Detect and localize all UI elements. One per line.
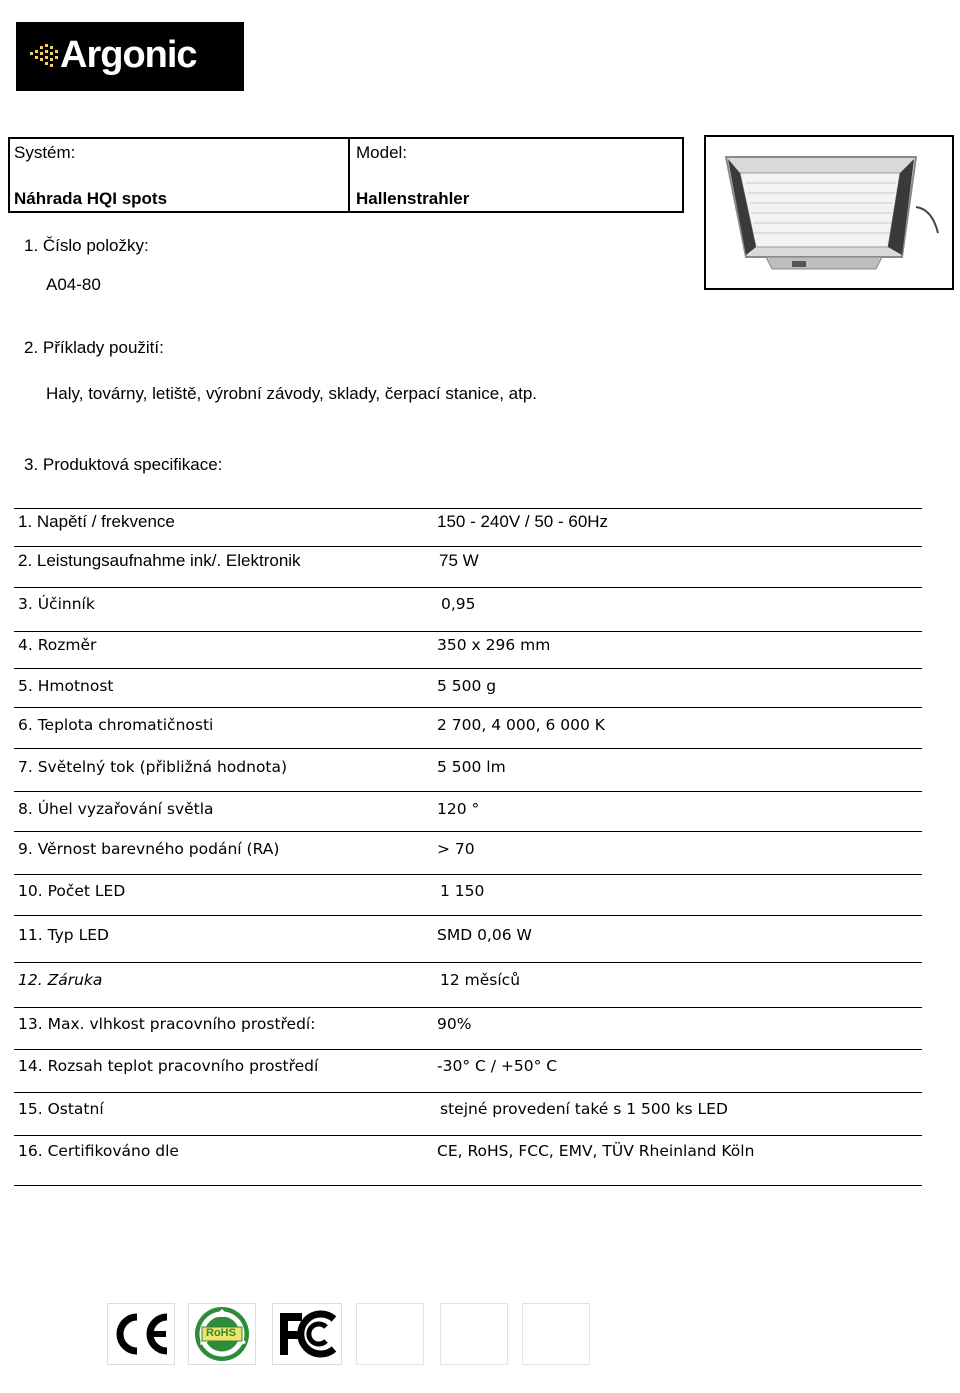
spec-value-2: 75 W [439, 551, 479, 570]
cert-placeholder-1 [356, 1303, 424, 1365]
box-divider [348, 139, 350, 211]
ce-mark-icon [107, 1303, 175, 1365]
spec-label-4: 4. Rozměr [18, 636, 97, 654]
cert-placeholder-3 [522, 1303, 590, 1365]
spec-rule [14, 915, 922, 916]
spec-rule [14, 587, 922, 588]
system-value: Náhrada HQI spots [14, 189, 168, 208]
spec-value-14: -30° C / +50° C [437, 1057, 558, 1075]
spec-label-13: 13. Max. vlhkost pracovního prostředí: [18, 1015, 316, 1033]
spec-rule [14, 1049, 922, 1050]
section3-title: 3. Produktová specifikace: [24, 455, 223, 474]
spec-label-10: 10. Počet LED [18, 882, 126, 900]
spec-label-11: 11. Typ LED [18, 926, 109, 944]
spec-rule [14, 831, 922, 832]
spec-value-16: CE, RoHS, FCC, EMV, TÜV Rheinland Köln [437, 1142, 755, 1160]
spec-label-5: 5. Hmotnost [18, 677, 114, 695]
system-label: Systém: [14, 143, 76, 162]
spec-value-13: 90% [437, 1015, 472, 1033]
spec-label-2: 2. Leistungsaufnahme ink/. Elektronik [18, 551, 301, 570]
spec-label-15: 15. Ostatní [18, 1100, 104, 1118]
spec-label-16: 16. Certifikováno dle [18, 1142, 179, 1160]
spec-bottom-rule [14, 1185, 922, 1186]
section2-value: Haly, továrny, letiště, výrobní závody, sklady, čerpací stanice, atp. [46, 384, 538, 403]
spec-rule [14, 546, 922, 547]
section2-title: 2. Příklady použití: [24, 338, 164, 357]
product-image [706, 137, 952, 288]
spec-label-7: 7. Světelný tok (přibližná hodnota) [18, 758, 288, 776]
spec-rule [14, 631, 922, 632]
spec-rule [14, 748, 922, 749]
rohs-label: RoHS [206, 1327, 236, 1339]
spec-rule [14, 1135, 922, 1136]
spec-label-6: 6. Teplota chromatičnosti [18, 716, 214, 734]
spec-rule [14, 791, 922, 792]
spec-label-9: 9. Věrnost barevného podání (RA) [18, 840, 280, 858]
argonic-logo [16, 22, 244, 91]
product-image-frame [704, 135, 954, 290]
spec-value-12: 12 měsíců [440, 971, 521, 989]
spec-value-10: 1 150 [440, 882, 485, 900]
system-model-box [8, 137, 684, 213]
section1-value: A04-80 [46, 275, 101, 294]
spec-value-15: stejné provedení také s 1 500 ks LED [440, 1100, 728, 1118]
spec-label-14: 14. Rozsah teplot pracovního prostředí [18, 1057, 319, 1075]
brand-name: Argonic [60, 34, 197, 76]
cert-placeholder-2 [440, 1303, 508, 1365]
spec-label-12: 12. Záruka [18, 971, 103, 989]
spec-rule [14, 962, 922, 963]
spec-value-9: > 70 [437, 840, 475, 858]
spec-value-7: 5 500 lm [437, 758, 506, 776]
spec-value-1: 150 - 240V / 50 - 60Hz [437, 512, 609, 531]
spec-value-3: 0,95 [441, 595, 476, 613]
spec-value-4: 350 x 296 mm [437, 636, 551, 654]
fcc-mark-icon [272, 1303, 342, 1365]
spec-rule [14, 1007, 922, 1008]
spec-rule [14, 707, 922, 708]
spec-label-1: 1. Napětí / frekvence [18, 512, 175, 531]
spec-label-3: 3. Účinník [18, 595, 95, 613]
spec-value-8: 120 ° [437, 800, 480, 818]
spec-rule [14, 874, 922, 875]
model-value: Hallenstrahler [356, 189, 470, 208]
spec-value-11: SMD 0,06 W [437, 926, 532, 944]
model-label: Model: [356, 143, 408, 162]
spec-value-6: 2 700, 4 000, 6 000 K [437, 716, 605, 734]
spec-rule [14, 668, 922, 669]
spec-value-5: 5 500 g [437, 677, 497, 695]
spec-label-8: 8. Úhel vyzařování světla [18, 800, 214, 818]
spec-top-rule [14, 508, 922, 509]
spec-rule [14, 1092, 922, 1093]
section1-title: 1. Číslo položky: [24, 236, 149, 255]
